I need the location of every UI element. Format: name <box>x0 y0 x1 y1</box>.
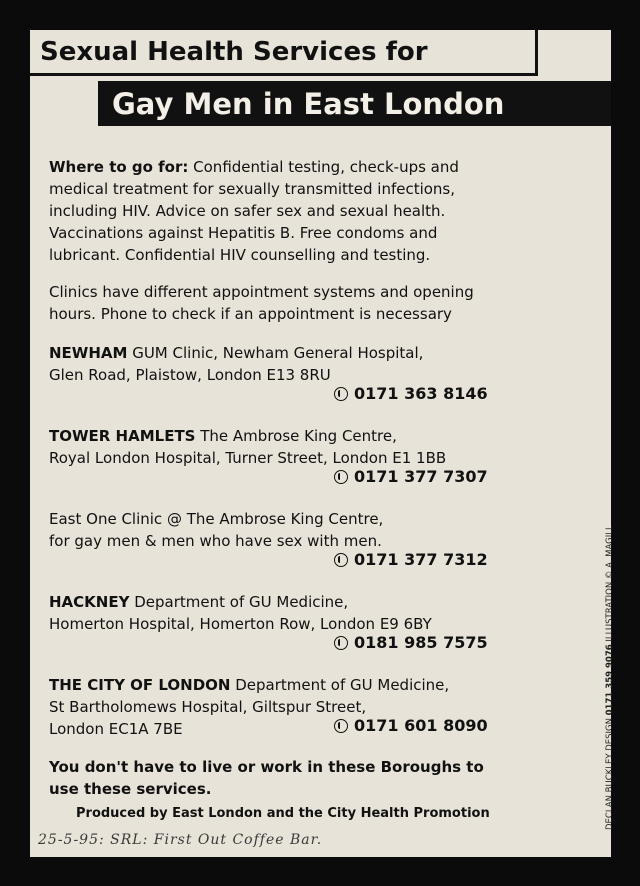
clinic-area: NEWHAM <box>49 344 128 362</box>
clinic-hackney-phone <box>334 633 488 653</box>
note-line-1: You don't have to live or work in these Boroughs to <box>49 758 484 776</box>
credit-illustration: ILLUSTRATION © A. MAGILL <box>605 525 615 645</box>
intro-line-5: lubricant. Confidential HIV counselling and testing. <box>49 246 431 264</box>
clinic-line-1: Department of GU Medicine, <box>129 593 349 611</box>
clinic-line-2: Royal London Hospital, Turner Street, London E1 1BB <box>49 449 447 467</box>
clinic-east-one <box>49 508 383 552</box>
clinic-line-1: The Ambrose King Centre, <box>195 427 397 445</box>
appointments-line-2: hours. Phone to check if an appointment is necessary <box>49 305 452 323</box>
clinic-tower-hamlets-phone <box>334 467 488 487</box>
credit-phone: 0171 359 9076 <box>605 644 615 716</box>
intro-label: Where to go for: <box>49 158 189 176</box>
phone-number: 0181 985 7575 <box>354 633 488 652</box>
title-line-1: Sexual Health Services for <box>30 30 538 76</box>
appointments-line-1: Clinics have different appointment systems and opening <box>49 283 474 301</box>
phone-icon <box>334 636 348 650</box>
clinic-city-of-london-phone <box>334 716 488 736</box>
clinic-line-2: St Bartholomews Hospital, Giltspur Street, <box>49 698 367 716</box>
clinic-tower-hamlets <box>49 425 446 469</box>
appointments-paragraph <box>49 281 474 325</box>
clinic-line-3: London EC1A 7BE <box>49 720 183 738</box>
clinic-newham-phone <box>334 384 488 404</box>
note-line-2: use these services. <box>49 780 212 798</box>
clinic-line-1: GUM Clinic, Newham General Hospital, <box>127 344 424 362</box>
title-line-2: Gay Men in East London <box>98 81 611 126</box>
leaflet-card <box>30 30 615 857</box>
clinic-line-2: Glen Road, Plaistow, London E13 8RU <box>49 366 331 384</box>
clinic-newham <box>49 342 423 386</box>
intro-line-2: medical treatment for sexually transmitted infections, <box>49 180 456 198</box>
intro-paragraph <box>49 156 459 266</box>
phone-number: 0171 363 8146 <box>354 384 488 403</box>
phone-number: 0171 601 8090 <box>354 716 488 735</box>
clinic-area: THE CITY OF LONDON <box>49 676 231 694</box>
intro-line-4: Vaccinations against Hepatitis B. Free condoms and <box>49 224 438 242</box>
phone-icon <box>334 719 348 733</box>
produced-by: Produced by East London and the City Health Promotion <box>76 806 490 821</box>
credit-designer: DECLAN BUCKLEY DESIGN <box>605 715 615 830</box>
design-credit <box>605 525 615 830</box>
handwritten-annotation: 25-5-95: SRL: First Out Coffee Bar. <box>38 832 323 848</box>
clinic-hackney <box>49 591 432 635</box>
phone-number: 0171 377 7312 <box>354 550 488 569</box>
clinic-area: HACKNEY <box>49 593 130 611</box>
intro-line-3: including HIV. Advice on safer sex and sexual health. <box>49 202 446 220</box>
clinic-east-one-phone <box>334 550 488 570</box>
clinic-line-1: Department of GU Medicine, <box>230 676 450 694</box>
phone-icon <box>334 470 348 484</box>
clinic-line-1: East One Clinic @ The Ambrose King Centre, <box>49 510 384 528</box>
clinic-area: TOWER HAMLETS <box>49 427 196 445</box>
phone-icon <box>334 553 348 567</box>
clinic-line-2: for gay men & men who have sex with men. <box>49 532 382 550</box>
borough-note <box>49 756 484 800</box>
clinic-line-2: Homerton Hospital, Homerton Row, London E9 6BY <box>49 615 432 633</box>
phone-icon <box>334 387 348 401</box>
intro-line-1: Confidential testing, check-ups and <box>188 158 459 176</box>
phone-number: 0171 377 7307 <box>354 467 488 486</box>
